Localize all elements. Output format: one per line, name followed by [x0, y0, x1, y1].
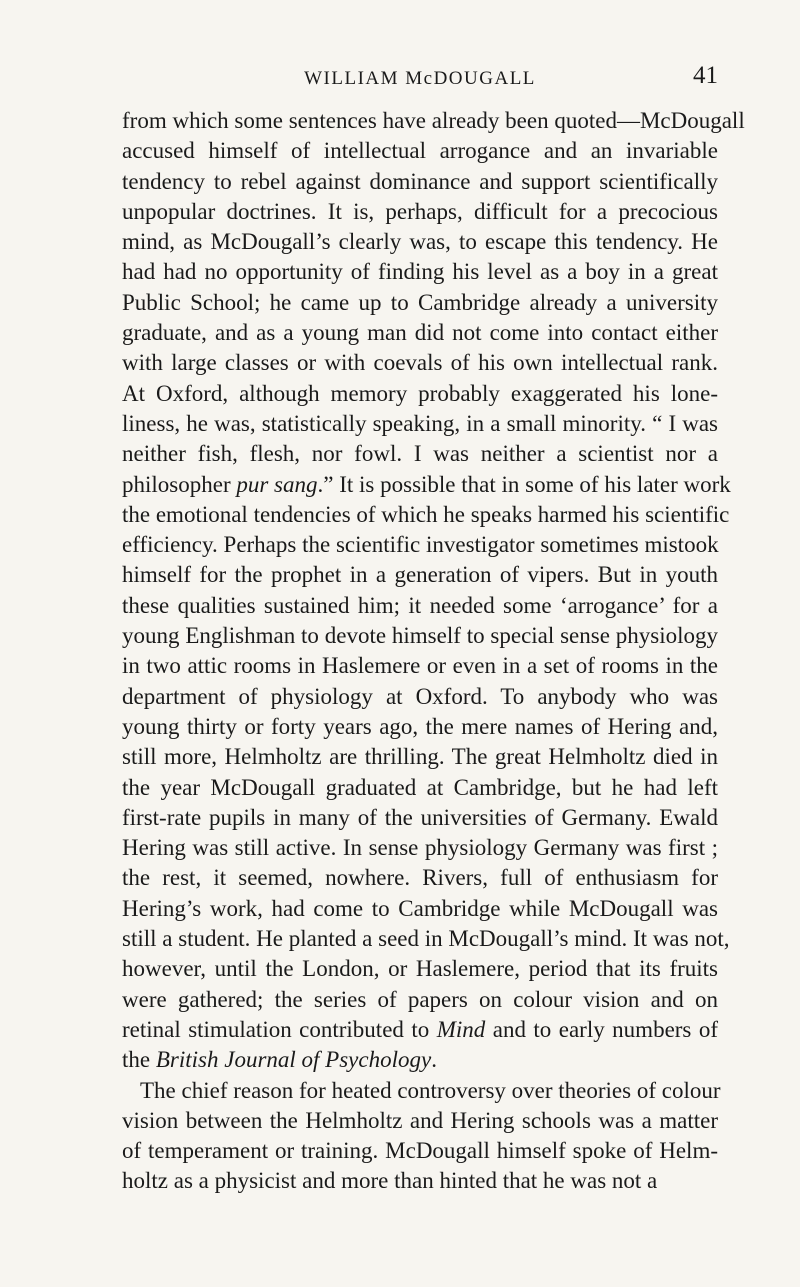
text-run: liness, he was, statistically speaking, in a small minority. “ I was [122, 410, 718, 436]
text-line [122, 924, 730, 954]
text-line [122, 1106, 718, 1136]
text-line [122, 773, 718, 803]
text-line [122, 833, 718, 863]
text-run: and to early numbers of [485, 1016, 718, 1042]
text-line [122, 379, 718, 409]
text-line [122, 106, 745, 136]
text-run: of temperament or training. McDougall himself spoke of Helm- [122, 1138, 718, 1164]
text-line [122, 500, 730, 530]
text-run: the [122, 1047, 156, 1073]
text-run: in two attic rooms in Haslemere or even in a set of rooms in the [122, 653, 718, 679]
text-line [122, 712, 718, 742]
text-line [122, 1045, 718, 1075]
text-run: these qualities sustained him; it needed some ‘arrogance’ for a [122, 592, 718, 618]
text-run: himself for the prophet in a generation of vipers. But in youth [122, 562, 718, 588]
text-line [122, 742, 718, 772]
text-line [122, 197, 718, 227]
text-run: Hering was still active. In sense physiology Germany was first ; [122, 835, 718, 861]
text-line [122, 227, 718, 257]
text-run: The chief reason for heated controversy over theories of colour [140, 1077, 721, 1103]
text-line [122, 863, 718, 893]
text-run: holtz as a physicist and more than hinted that he was not a [122, 1168, 658, 1194]
text-line [122, 439, 718, 469]
text-line [122, 257, 718, 287]
running-head [122, 62, 718, 96]
text-run: first-rate pupils in many of the universities of Germany. Ewald [122, 804, 718, 830]
text-line [122, 803, 718, 833]
text-run: department of physiology at Oxford. To anybody who was [122, 683, 718, 709]
text-line [122, 167, 718, 197]
text-run: At Oxford, although memory probably exaggerated his lone- [122, 380, 718, 406]
text-line [122, 530, 718, 560]
text-run: still more, Helmholtz are thrilling. The great Helmholtz died in [122, 744, 718, 770]
text-line [122, 591, 718, 621]
text-line [122, 288, 718, 318]
text-run: mind, as McDougall’s clearly was, to escape this tendency. He [122, 229, 718, 255]
text-run: unpopular doctrines. It is, perhaps, difficult for a precocious [122, 198, 718, 224]
text-line [122, 985, 718, 1015]
text-line [122, 621, 718, 651]
text-run: graduate, and as a young man did not come into contact either [122, 320, 718, 346]
text-line [122, 318, 718, 348]
text-line [122, 1166, 718, 1196]
text-line [122, 560, 718, 590]
text-run: philosopher [122, 471, 237, 497]
text-run: Public School; he came up to Cambridge already a university [122, 289, 718, 315]
text-run: however, until the London, or Haslemere, period that its fruits [122, 956, 718, 982]
text-line [122, 682, 718, 712]
text-run: from which some sentences have already been quoted—McDougall [122, 108, 745, 133]
text-run: had had no opportunity of finding his level as a boy in a great [122, 259, 718, 285]
text-line [122, 1015, 718, 1045]
text-line [122, 894, 718, 924]
text-run: young thirty or forty years ago, the mere names of Hering and, [122, 713, 718, 739]
text-run: still a student. He planted a seed in McDougall’s mind. It was not, [122, 926, 730, 952]
text-line [122, 470, 731, 500]
body-text [122, 106, 745, 1197]
italic-text: pur sang [236, 471, 318, 497]
text-run: .” It is possible that in some of his later work [317, 471, 731, 497]
text-run: the emotional tendencies of which he speaks harmed his scientific [122, 501, 730, 527]
text-line [122, 409, 718, 439]
text-run: retinal stimulation contributed to [122, 1016, 437, 1042]
italic-text: Mind [436, 1016, 486, 1042]
text-run: tendency to rebel against dominance and support scientifically [122, 168, 718, 194]
text-run: the year McDougall graduated at Cambridge, but he had left [122, 774, 718, 800]
text-run: the rest, it seemed, nowhere. Rivers, full of enthusiasm for [122, 865, 718, 891]
text-run: young Englishman to devote himself to special sense physiology [122, 623, 718, 649]
text-run: neither fish, flesh, nor fowl. I was neither a scientist nor a [122, 441, 718, 467]
text-run: efficiency. Perhaps the scientific investigator sometimes mistook [122, 532, 719, 558]
text-line [122, 136, 718, 166]
running-title: WILLIAM McDOUGALL [304, 68, 536, 89]
text-run: were gathered; the series of papers on colour vision and on [122, 986, 718, 1012]
text-line [122, 348, 718, 378]
text-run: Hering’s work, had come to Cambridge while McDougall was [122, 895, 718, 921]
text-run: accused himself of intellectual arrogance and an invariable [122, 138, 718, 164]
text-line [122, 1076, 721, 1106]
text-run: . [431, 1047, 437, 1073]
text-line [122, 954, 718, 984]
text-line [122, 651, 718, 681]
text-run: with large classes or with coevals of his own intellectual rank. [122, 350, 718, 376]
text-line [122, 1136, 718, 1166]
italic-text: British Journal of Psychology [155, 1047, 432, 1073]
page-number: 41 [693, 62, 718, 89]
text-run: vision between the Helmholtz and Hering schools was a matter [122, 1107, 718, 1133]
